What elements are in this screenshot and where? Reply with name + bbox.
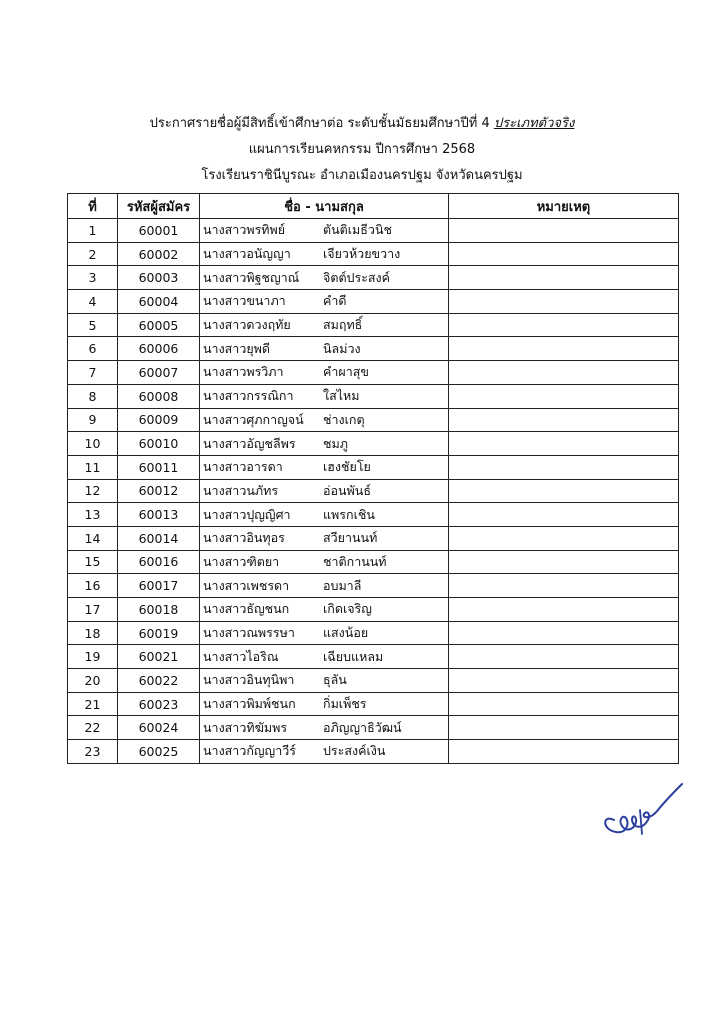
announcement-title — [0, 116, 724, 132]
table-row — [68, 621, 679, 645]
remark-cell — [449, 313, 679, 337]
table-row — [68, 219, 679, 243]
table-row — [68, 361, 679, 385]
student-name — [200, 408, 449, 432]
last-name: ชมภู — [323, 435, 348, 451]
last-name: ตันติเมธีวนิช — [323, 222, 392, 238]
last-name: อภิญญาธิวัฒน์ — [323, 719, 402, 735]
row-number: 11 — [68, 455, 118, 479]
row-number: 7 — [68, 361, 118, 385]
student-name — [200, 313, 449, 337]
applicant-id: 60019 — [118, 621, 200, 645]
applicant-id: 60004 — [118, 290, 200, 314]
first-name: นางสาวทิฆัมพร — [203, 719, 288, 735]
student-name — [200, 432, 449, 456]
student-name — [200, 455, 449, 479]
study-plan-line: แผนการเรียนคหกรรม ปีการศึกษา 2568 — [248, 142, 476, 157]
last-name: ประสงค์เงิน — [323, 743, 386, 759]
table-row — [68, 645, 679, 669]
first-name: นางสาวฑิตยา — [203, 553, 280, 569]
row-number: 3 — [68, 266, 118, 290]
row-number: 6 — [68, 337, 118, 361]
remark-cell — [449, 621, 679, 645]
student-name — [200, 290, 449, 314]
applicant-id: 60011 — [118, 455, 200, 479]
remark-cell — [449, 455, 679, 479]
student-name — [200, 361, 449, 385]
applicant-id: 60025 — [118, 740, 200, 764]
first-name: นางสาวพิฐชญาณ์ — [203, 269, 300, 285]
first-name: นางสาวนภัทร — [203, 482, 279, 498]
remark-cell — [449, 219, 679, 243]
table-row — [68, 313, 679, 337]
row-number: 13 — [68, 503, 118, 527]
last-name: ชาติกานนท์ — [323, 553, 387, 569]
last-name: จิตต์ประสงค์ — [323, 269, 391, 285]
first-name: นางสาวกัญญาวีร์ — [203, 743, 296, 759]
row-number: 1 — [68, 219, 118, 243]
row-number: 9 — [68, 408, 118, 432]
row-number: 17 — [68, 598, 118, 622]
table-row — [68, 716, 679, 740]
first-name: นางสาวพรทิพย์ — [203, 222, 286, 238]
student-name — [200, 598, 449, 622]
student-name — [200, 479, 449, 503]
table-row — [68, 503, 679, 527]
table-row — [68, 740, 679, 764]
last-name: แพรกเชิน — [323, 506, 375, 522]
first-name: นางสาวยุพดี — [203, 340, 271, 356]
remark-cell — [449, 526, 679, 550]
remark-cell — [449, 503, 679, 527]
last-name: แสงน้อย — [323, 625, 369, 641]
remark-cell — [449, 266, 679, 290]
first-name: นางสาวศุภกาญจน์ — [203, 411, 304, 427]
applicant-id: 60005 — [118, 313, 200, 337]
first-name: นางสาวปุญญิศา — [203, 506, 291, 522]
student-roster-table — [67, 193, 679, 764]
applicant-id: 60014 — [118, 526, 200, 550]
last-name: สวียานนท์ — [323, 530, 378, 546]
table-body — [68, 219, 679, 764]
applicant-id: 60012 — [118, 479, 200, 503]
remark-cell — [449, 669, 679, 693]
first-name: นางสาวธัญชนก — [203, 601, 290, 617]
row-number: 2 — [68, 242, 118, 266]
row-number: 10 — [68, 432, 118, 456]
remark-cell — [449, 408, 679, 432]
student-name — [200, 337, 449, 361]
table-row — [68, 526, 679, 550]
remark-cell — [449, 645, 679, 669]
row-number: 16 — [68, 574, 118, 598]
last-name: สมฤทธิ์ — [323, 317, 363, 333]
table-row — [68, 290, 679, 314]
table-row — [68, 384, 679, 408]
applicant-id: 60006 — [118, 337, 200, 361]
table-header-row — [68, 194, 679, 219]
remark-cell — [449, 290, 679, 314]
first-name: นางสาวขนาภา — [203, 293, 286, 309]
student-name — [200, 526, 449, 550]
first-name: นางสาวอินทุนิพา — [203, 672, 295, 688]
row-number: 19 — [68, 645, 118, 669]
applicant-id: 60018 — [118, 598, 200, 622]
remark-cell — [449, 479, 679, 503]
student-name — [200, 242, 449, 266]
student-name — [200, 219, 449, 243]
remark-cell — [449, 692, 679, 716]
student-name — [200, 740, 449, 764]
table-row — [68, 337, 679, 361]
row-number: 5 — [68, 313, 118, 337]
table-row — [68, 550, 679, 574]
student-name — [200, 574, 449, 598]
last-name: เจียวห้วยขวาง — [323, 246, 401, 262]
last-name: อบมาลี — [323, 577, 362, 593]
student-name — [200, 550, 449, 574]
remark-cell — [449, 740, 679, 764]
last-name: ช่างเกตุ — [323, 411, 365, 427]
announcement-title-text: ประกาศรายชื่อผู้มีสิทธิ์เข้าศึกษาต่อ ระดับชั้นมัธยมศึกษาปีที่ 4 — [149, 116, 494, 131]
first-name: นางสาวอารดา — [203, 459, 283, 475]
remark-cell — [449, 384, 679, 408]
student-name — [200, 645, 449, 669]
row-number: 8 — [68, 384, 118, 408]
col-header-applicant-id: รหัสผู้สมัคร — [118, 194, 200, 219]
row-number: 12 — [68, 479, 118, 503]
applicant-id: 60003 — [118, 266, 200, 290]
table-row — [68, 242, 679, 266]
remark-cell — [449, 361, 679, 385]
col-header-remark: หมายเหตุ — [449, 194, 679, 219]
remark-cell — [449, 716, 679, 740]
applicant-id: 60007 — [118, 361, 200, 385]
school-line: โรงเรียนราชินีบูรณะ อำเภอเมืองนครปฐม จังหวัดนครปฐม — [201, 168, 523, 183]
row-number: 4 — [68, 290, 118, 314]
first-name: นางสาวอินทุอร — [203, 530, 285, 546]
last-name: เกิดเจริญ — [323, 601, 372, 617]
student-name — [200, 266, 449, 290]
last-name: นิลม่วง — [323, 340, 361, 356]
applicant-id: 60001 — [118, 219, 200, 243]
student-name — [200, 716, 449, 740]
last-name: ธุลัน — [323, 672, 347, 688]
remark-cell — [449, 598, 679, 622]
remark-cell — [449, 574, 679, 598]
applicant-id: 60002 — [118, 242, 200, 266]
last-name: เฮงชัยโย — [323, 459, 371, 475]
applicant-id: 60022 — [118, 669, 200, 693]
applicant-id: 60021 — [118, 645, 200, 669]
applicant-id: 60013 — [118, 503, 200, 527]
table-row — [68, 479, 679, 503]
table-row — [68, 669, 679, 693]
table-row — [68, 408, 679, 432]
applicant-id: 60010 — [118, 432, 200, 456]
applicant-id: 60024 — [118, 716, 200, 740]
student-name — [200, 384, 449, 408]
first-name: นางสาวอัญชลีพร — [203, 435, 296, 451]
table-row — [68, 432, 679, 456]
row-number: 20 — [68, 669, 118, 693]
last-name: คำผาสุข — [323, 364, 369, 380]
first-name: นางสาวดวงฤทัย — [203, 317, 291, 333]
table-row — [68, 455, 679, 479]
signature-mark — [596, 774, 686, 836]
row-number: 21 — [68, 692, 118, 716]
first-name: นางสาวพิมพ์ชนก — [203, 696, 296, 712]
first-name: นางสาวพรวิภา — [203, 364, 284, 380]
last-name: อ่อนพันธ์ — [323, 482, 371, 498]
first-name: นางสาวณพรรษา — [203, 625, 295, 641]
remark-cell — [449, 242, 679, 266]
table-row — [68, 598, 679, 622]
remark-cell — [449, 550, 679, 574]
row-number: 15 — [68, 550, 118, 574]
row-number: 22 — [68, 716, 118, 740]
first-name: นางสาวกรรณิกา — [203, 388, 294, 404]
first-name: นางสาวไอริณ — [203, 648, 279, 664]
applicant-id: 60009 — [118, 408, 200, 432]
last-name: กิ่มเพ็ชร — [323, 696, 367, 712]
remark-cell — [449, 337, 679, 361]
last-name: เฉียบแหลม — [323, 648, 384, 664]
col-header-no: ที่ — [68, 194, 118, 219]
student-name — [200, 692, 449, 716]
student-name — [200, 669, 449, 693]
first-name: นางสาวเพชรดา — [203, 577, 290, 593]
row-number: 18 — [68, 621, 118, 645]
table-row — [68, 574, 679, 598]
col-header-name: ชื่อ - นามสกุล — [200, 194, 449, 219]
student-name — [200, 621, 449, 645]
table-row — [68, 266, 679, 290]
first-name: นางสาวอนัญญา — [203, 246, 291, 262]
table-row — [68, 692, 679, 716]
applicant-id: 60023 — [118, 692, 200, 716]
applicant-id: 60016 — [118, 550, 200, 574]
remark-cell — [449, 432, 679, 456]
row-number: 14 — [68, 526, 118, 550]
row-number: 23 — [68, 740, 118, 764]
student-name — [200, 503, 449, 527]
last-name: คำดี — [323, 293, 347, 309]
admission-type-highlight: ประเภทตัวจริง — [493, 116, 575, 131]
applicant-id: 60008 — [118, 384, 200, 408]
last-name: ใสไหม — [323, 388, 360, 404]
applicant-id: 60017 — [118, 574, 200, 598]
